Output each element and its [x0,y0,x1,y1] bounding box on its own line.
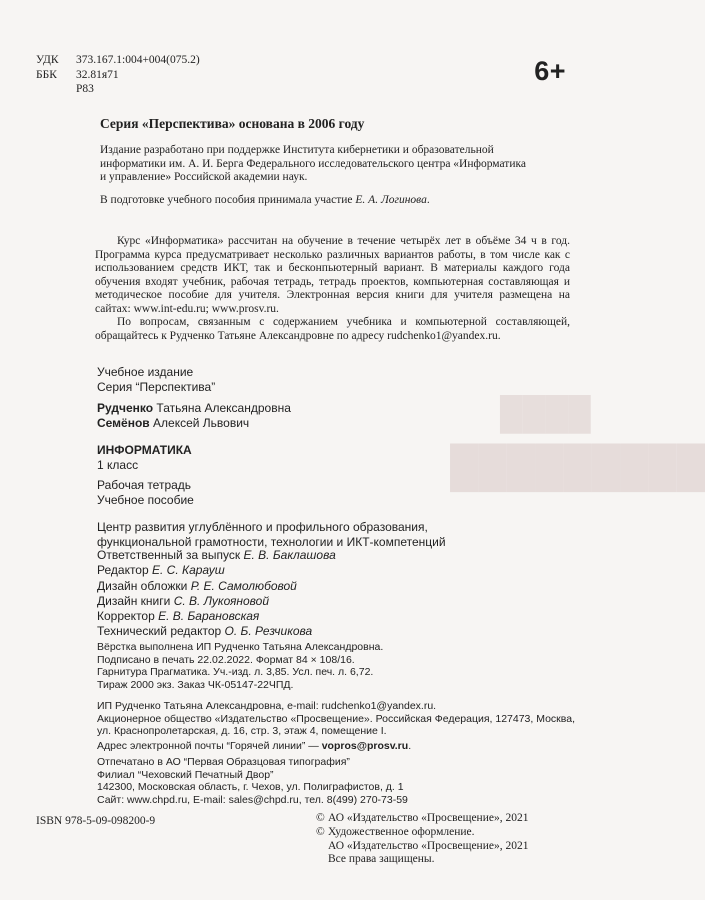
staff-row: Корректор Е. В. Барановская [97,609,260,624]
isbn: ISBN 978-5-09-098200-9 [36,815,156,827]
book-info [97,443,192,473]
edition-type: Учебное издание [97,365,194,379]
staff-row: Ответственный за выпуск Е. В. Баклашова [97,548,336,562]
bleed-through-decoration: ████ [500,395,591,431]
hotline: Адрес электронной почты “Горячей линии” — vopros@prosv.ru. [97,740,412,752]
course-info [95,235,570,343]
classification-block [36,53,200,97]
copyright-icon: © [316,812,325,824]
author-line [97,416,291,431]
edition-series: Серия “Перспектива” [97,380,216,394]
staff-row: Редактор Е. С. Карауш [97,563,225,578]
book-purpose: Учебное пособие [97,493,194,507]
author-mark: Р83 [76,83,94,95]
author-name: Татьяна Александровна [156,401,291,415]
description: Издание разработано при поддержке Института кибернетики и образовательной информатики им. А. И. Берга Федерального исследовательского центра «Информатика и управление» Российской академии наук. [100,144,526,183]
printing-info: Вёрстка выполнена ИП Рудченко Татьяна Александровна. Подписано в печать 22.02.2022. Формат 84 × 108/16. Гарнитура Прагматика. Уч.-изд. л. 3,85. Усл. печ. л. 6,72. Тираж 2000 экз. Заказ ЧК-05147-22ЧПД. [97,641,384,691]
copyright-icon: © [316,825,325,838]
series-note: Серия «Перспектива» основана в 2006 году [100,116,365,131]
preparation-text: В подготовке учебного пособия принимала участие [100,194,356,206]
preparation-note: В подготовке учебного пособия принимала участие Е. А. Логинова. [100,194,430,206]
typography-info: Отпечатано в АО “Первая Образцовая типография” Филиал “Чеховский Печатный Двор” 142300, Московская область, г. Чехов, ул. Полиграфистов, д. 1 Сайт: www.chpd.ru, E-mail: sales@chpd.ru, тел. 8(499) 270-73-59 [97,756,408,806]
hotline-email: vopros@prosv.ru [321,740,409,752]
author-line [97,401,291,416]
author-name: Алексей Львович [153,416,250,430]
age-rating: 6+ [534,56,566,86]
staff-row: Дизайн обложки Р. Е. Самолюбовой [97,578,297,593]
staff-row: Технический редактор О. Б. Резчикова [97,624,313,639]
bleed-through-decoration: █████████ [450,445,705,489]
bbk-label: ББК [36,68,57,81]
publisher-info: ИП Рудченко Татьяна Александровна, e-mail: rudchenko1@yandex.ru. Акционерное общество «Издательство «Просвещение». Российская Федерация, 127473, Москва, ул. Краснопролетарская, д. 16, стр. 3, этаж 4, помещение I. [97,700,575,738]
center-name: Центр развития углублённого и профильного образования, функциональной грамотности, технологии и ИКТ-компетенций [97,520,446,549]
book-kind: Рабочая тетрадь [97,478,192,492]
edition-block [97,365,215,395]
udk-label: УДК [36,54,59,66]
bbk-value: 32.81я71 [76,68,119,81]
udk-value: 373.167.1:004+004(075.2) [76,54,200,66]
contact-paragraph: По вопросам, связанным с содержанием учебника и компьютерной составляющей, обращайтесь к Рудченко Татьяне Александровне по адресу rudchenko1@yandex.ru. [95,316,570,342]
staff-list [97,548,336,640]
staff-row: Дизайн книги С. В. Лукояновой [97,593,270,608]
book-grade: 1 класс [97,458,139,472]
book-kind-block [97,478,194,508]
book-title: ИНФОРМАТИКА [97,443,192,457]
preparation-name: Е. А. Логинова [355,194,427,206]
author-surname: Рудченко [97,401,154,415]
course-paragraph: Курс «Информатика» рассчитан на обучение в течение четырёх лет в объёме 34 ч в год. Программа курса предусматривает несколько различных вариантов работы, в том числе как с использованием средств ИКТ, так и бесконпьютерный вариант. В материалы каждого года обучения входят учебник, рабочая тетрадь, тетрадь проектов, компьютерная составляющая и методическое пособие для учителя. Электронная версия книги для учителя размещена на сайтах: www.int-edu.ru; www.prosv.ru. [95,235,570,315]
author-surname: Семёнов [97,416,150,430]
authors-block [97,401,291,431]
copyright-block: © АО «Издательство «Просвещение», 2021 © Художественное оформление. АО «Издательство «Просвещение», 2021 Все права защищены. [316,812,529,866]
